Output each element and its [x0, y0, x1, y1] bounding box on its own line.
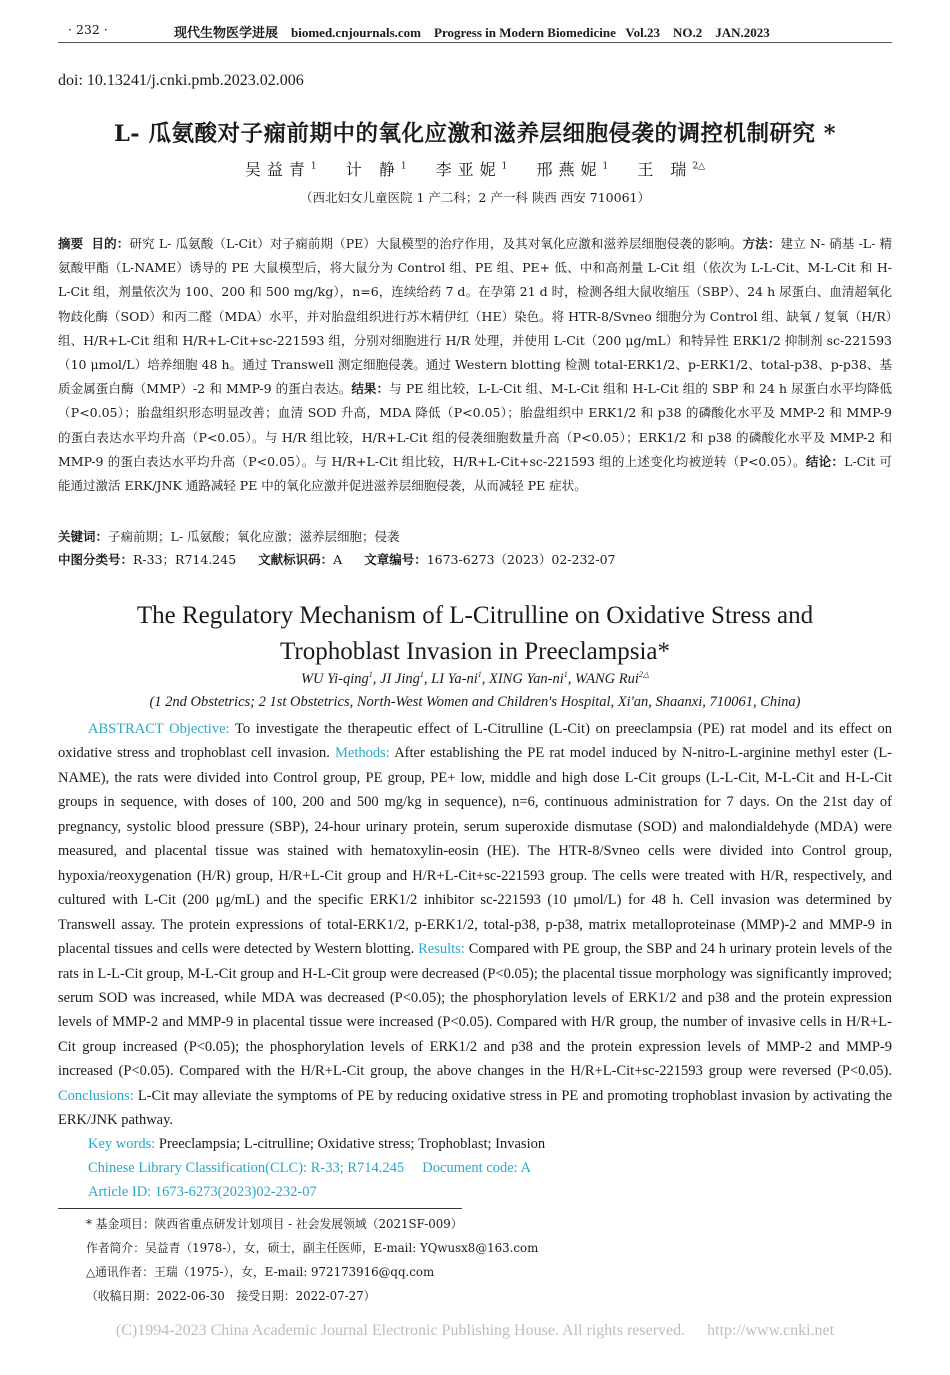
en-results: Compared with PE group, the SBP and 24 h urinary protein levels of the rats in L-L-Cit group, M-L-Cit group and H-L-Cit group were decreased (P<0.05); the placental tissue morphology was significantly improved; serum SOD was increased, while MDA was decreased (P<0.05); the phosphorylation levels of ERK1/2 and p38 and the protein expression levels of MMP-2 and MMP-9 in placental tissue were increased (P<0.05). Compared with H/R group, the number of invasive cells in H/R+L-Cit group increased (P<0.05); the phosphorylation levels of ERK1/2 and p38 and the protein expression levels of MMP-2 and MMP-9 increased (P<0.05). Compared with the H/R+L-Cit group, the above changes in the H/R+L-Cit+sc-221593 group were reversed (P<0.05).	[58, 941, 893, 1080]
cn-classification: 中图分类号：R-33；R714.245 文献标识码：A 文章编号：1673-6273（2023）02-232-07	[58, 552, 616, 567]
cn-affiliation: （西北妇女儿童医院 1 产二科；2 产一科 陕西 西安 710061）	[300, 190, 650, 205]
en-results-label: Results:	[418, 941, 465, 958]
journal-volume: Vol.23	[625, 25, 660, 40]
en-author: JI Jing$^1$	[380, 670, 424, 687]
en-conclusions: L-Cit may alleviate the symptoms of PE by reducing oxidative stress in PE and promoting trophoblast invasion by activating the ERK/JNK pathway.	[58, 1087, 893, 1129]
journal-name-en: Progress in Modern Biomedicine	[434, 25, 616, 40]
cn-author: 计 静$^1$	[345, 160, 407, 179]
footnote-dates: （收稿日期：2022-06-30 接受日期：2022-07-27）	[86, 1289, 376, 1303]
cn-keywords: 关键词：子痫前期；L- 瓜氨酸；氧化应激；滋养层细胞；侵袭	[58, 529, 400, 544]
header-rule	[58, 42, 892, 43]
journal-issue: NO.2	[672, 25, 703, 40]
cn-conclusion: L-Cit 可能通过激活 ERK/JNK 通路减轻 PE 中的氧化应激并促进滋养层细胞侵袭，从而减轻 PE 症状。	[58, 453, 892, 494]
cn-methods-label: 方法：	[742, 236, 781, 251]
cn-objective-label: 目的：	[91, 236, 130, 251]
cn-results: 与 PE 组比较，L-L-Cit 组、M-L-Cit 组和 H-L-Cit 组的 SBP 和 24 h 尿蛋白水平均降低（P<0.05）；胎盘组织形态明显改善；血清 SOD 升高，MDA 降低（P<0.05）；胎盘组织中 ERK1/2 和 p38 的磷酸化水平及 MMP-2 和 MMP-9 的蛋白表达水平均升高（P<0.05）。与 H/R 组比较，H/R+L-Cit 组的侵袭细胞数量升高（P<0.05）；ERK1/2 和 p38 的磷酸化水平及 MMP-2 和 MMP-9 的蛋白表达水平均升高（P<0.05）。与 H/R+L-Cit 组比较，H/R+L-Cit+sc-221593 组的上述变化均被逆转（P<0.05）。	[58, 381, 892, 469]
en-author: LI $Ya-ni^1$	[431, 670, 482, 687]
en-methods-label: Methods:	[335, 745, 390, 762]
en-author: XING Yan-$ni^1$	[489, 670, 568, 687]
en-title	[0, 598, 950, 670]
en-affiliation: (1 2nd Obstetrics; 2 1st Obstetrics, North-West Women and Children's Hospital, Xi'an, Shaanxi, 710061, China)	[149, 694, 801, 710]
copyright-url: http://www.cnki.net	[707, 1322, 835, 1339]
en-title-line1: The Regulatory Mechanism of L-Citrulline on Oxidative Stress and	[136, 602, 814, 629]
journal-name-cn: 现代生物医学进展	[174, 25, 279, 40]
copyright-text: (C)1994-2023 China Academic Journal Electronic Publishing House. All rights reserved.	[115, 1322, 686, 1339]
journal-line	[174, 22, 770, 41]
en-abstract	[58, 717, 892, 1133]
footnote-fund: * 基金项目：陕西省重点研发计划项目 - 社会发展领域（2021SF-009）	[86, 1217, 463, 1231]
cn-abstract-label: 摘要	[58, 236, 84, 251]
en-keywords: Key words: Preeclampsia; L-citrulline; Oxidative stress; Trophoblast; Invasion	[88, 1136, 546, 1152]
en-title-line2: Trophoblast Invasion in Preeclampsia*	[279, 638, 670, 665]
cn-results-label: 结果：	[351, 381, 390, 397]
cn-author: 吴益青$^1$	[244, 160, 317, 179]
cn-author: 邢燕妮$^1$	[536, 160, 609, 179]
cn-author: 王 瑞$^{2\triangle}$	[637, 160, 706, 179]
en-authors: WU Yi-qing$^1$, JI Jing$^1$, LI $Ya-ni^1$, XING Yan-$ni^1$, WANG Rui$^{2\triangle}$	[300, 670, 650, 687]
en-conclusions-label: Conclusions:	[58, 1087, 134, 1104]
footnote-rule	[58, 1208, 462, 1209]
running-header	[58, 22, 892, 42]
page-number: · 232 ·	[68, 22, 108, 37]
cn-methods: 建立 N- 硝基 -L- 精氨酸甲酯（L-NAME）诱导的 PE 大鼠模型后，将大鼠分为 Control 组、PE 组、PE+ 低、中和高剂量 L-Cit 组（依次为 L-L-Cit、M-L-Cit 和 H-L-Cit 组，剂量依次为 100、200 和 500 mg/kg），n=6，连续给药 7 d。在孕第 21 d 时，检测各组大鼠收缩压（SBP）、24 h 尿蛋白、血清超氧化物歧化酶（SOD）和丙二醛（MDA）水平，并对胎盘组织进行苏木精伊红（HE）染色。将 HTR-8/Svneo 细胞分为 Control 组、缺氧 / 复氧（H/R）组、H/R+L-Cit 组和 H/R+L-Cit+sc-221593 组，分别对细胞进行 H/R 处理，并使用 L-Cit（200 μg/mL）和特异性 ERK1/2 抑制剂 sc-221593（10 μmol/L）培养细胞 48 h。通过 Transwell 测定细胞侵袭。通过 Western blotting 检测 total-ERK1/2、p-ERK1/2、total-p38、p-p38、基质金属蛋白酶（MMP）-2 和 MMP-9 的蛋白表达。	[58, 236, 892, 397]
en-author: WANG Rui$^{2\triangle}$	[575, 670, 650, 687]
en-classification: Chinese Library Classification(CLC): R-33; R714.245 Document code: A	[88, 1160, 532, 1176]
en-objective: To investigate the therapeutic effect of L-Citrulline (L-Cit) on preeclampsia (PE) rat model and its effect on oxidative stress and trophoblast cell invasion.	[58, 721, 892, 762]
cn-authors	[0, 157, 950, 180]
journal-date: JAN.2023	[715, 25, 770, 40]
en-methods: After establishing the PE rat model induced by N-nitro-L-arginine methyl ester (L-NAME), the rats were divided into Control group, PE group, PE+ low, middle and high dose L-Cit groups (L-L-Cit, M-L-Cit and H-L-Cit groups in sequence, with doses of 100, 200 and 500 mg/kg in sequence), n=6, continuous administration for 7 days. On the 21st day of pregnancy, systolic blood pressure (SBP), 24-hour urinary protein, serum superoxide dismutase (SOD) and malondialdehyde (MDA) were measured, and placental tissue was stained with hematoxylin-eosin (HE). The HTR-8/Svneo cells were divided into Control group, hypoxia/reoxygenation (H/R) group, H/R+L-Cit group and H/R+L-Cit+sc-221593 group. The cells were treated with H/R, respectively, and cultured with L-Cit (200 μg/mL) and the specific ERK1/2 inhibitor sc-221593 (10 μmol/L) for 48 h. Cell invasion was determined by Transwell assay. The protein expressions of total-ERK1/2, p-ERK1/2, total-p38, p-p38, matrix metalloproteinase (MMP)-2 and MMP-9 in placental tissues and cells were detected by Western blotting.	[58, 745, 893, 958]
doi: doi: 10.13241/j.cnki.pmb.2023.02.006	[58, 72, 304, 89]
cn-objective: 研究 L- 瓜氨酸（L-Cit）对子痫前期（PE）大鼠模型的治疗作用，及其对氧化应激和滋养层细胞侵袭的影响。	[129, 236, 743, 251]
cn-title: L- 瓜氨酸对子痫前期中的氧化应激和滋养层细胞侵袭的调控机制研究 *	[113, 121, 837, 147]
cn-author: 李亚妮$^1$	[435, 160, 508, 179]
journal-url: biomed.cnjournals.com	[291, 25, 422, 40]
copyright-line	[0, 1322, 950, 1340]
cn-conclusion-label: 结论：	[805, 453, 845, 469]
footnote-corresponding: △通讯作者：王瑞（1975-），女，E-mail: 972173916@qq.com	[86, 1265, 435, 1279]
en-author: WU Yi-qing$^1$	[300, 670, 373, 687]
en-objective-label: ABSTRACT Objective:	[88, 721, 230, 737]
footnote-author-intro: 作者简介：吴益青（1978-），女，硕士，副主任医师，E-mail: YQwusx8@163.com	[86, 1241, 539, 1255]
en-article-id: Article ID: 1673-6273(2023)02-232-07	[88, 1184, 317, 1200]
cn-abstract	[58, 232, 892, 498]
